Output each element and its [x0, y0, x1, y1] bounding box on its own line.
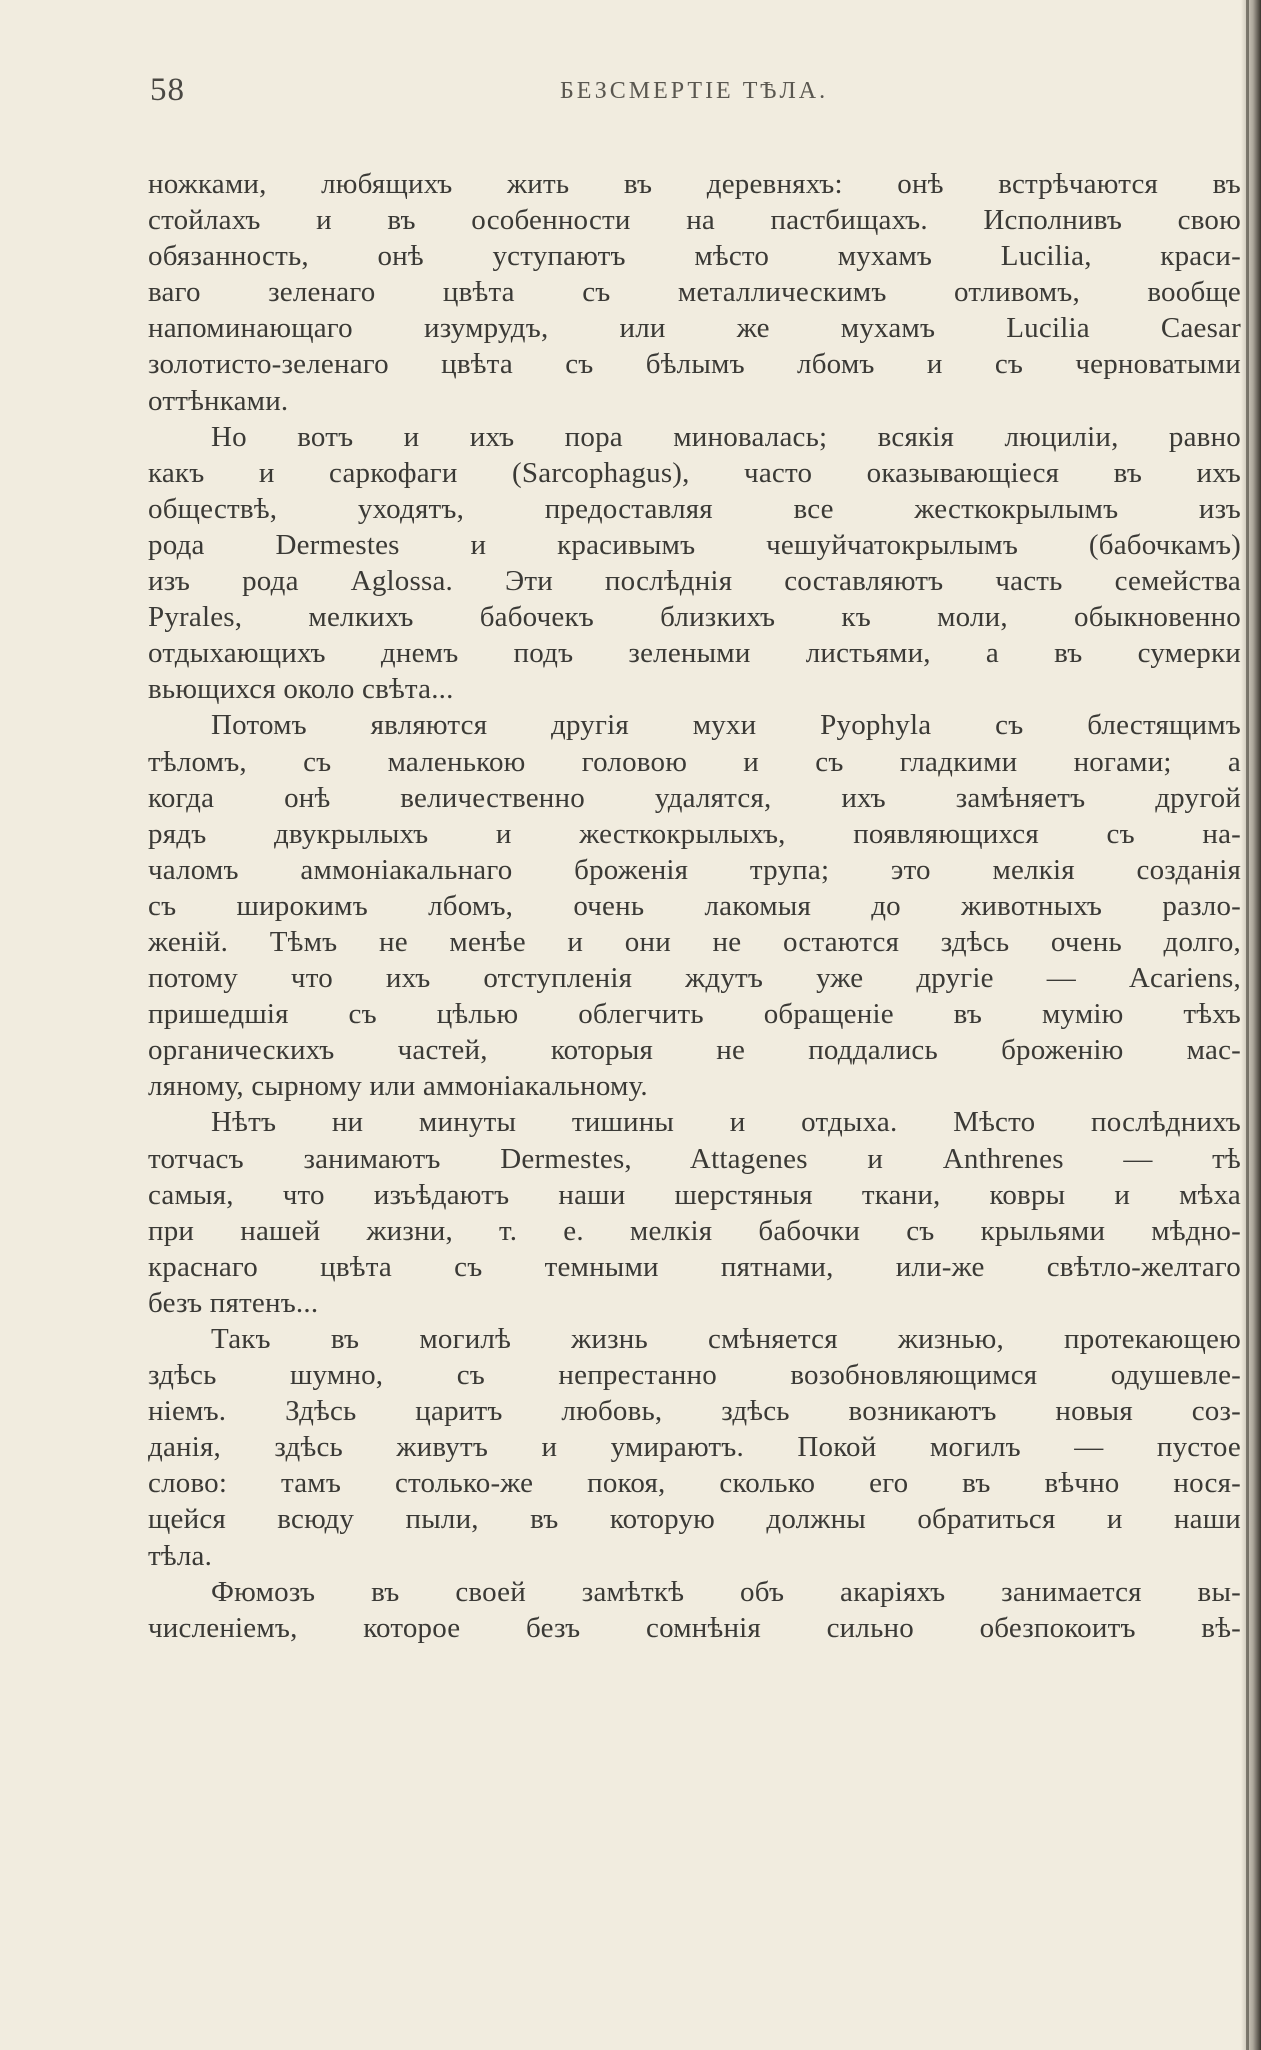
text-line: здѣсь шумно, съ непрестанно возобновляющимся одушевле- — [148, 1359, 1241, 1392]
text-line: Pyrales, мелкихъ бабочекъ близкихъ къ моли, обыкновенно — [148, 601, 1241, 634]
page-number: 58 — [150, 72, 185, 108]
text-line: чаломъ аммоніакальнаго броженія трупа; это мелкія созданія — [148, 853, 1241, 886]
paragraph-first-line: Потомъ являются другія мухи Pyophyla съ блестящимъ — [211, 709, 1241, 742]
text-line: тѣла. — [148, 1539, 213, 1572]
text-line: какъ и саркофаги (Sarcophagus), часто оказывающіеся въ ихъ — [148, 456, 1241, 489]
text-line: ваго зеленаго цвѣта съ металлическимъ отливомъ, вообще — [148, 276, 1241, 309]
text-line: обязанность, онѣ уступаютъ мѣсто мухамъ Lucilia, краси- — [148, 240, 1241, 273]
text-line: ножками, любящихъ жить въ деревняхъ: онѣ встрѣчаются въ — [148, 168, 1241, 200]
text-line: самыя, что изъѣдаютъ наши шерстяныя ткани, ковры и мѣха — [148, 1178, 1241, 1211]
page-shadow — [1241, 0, 1261, 2050]
text-line: оттѣнками. — [148, 384, 289, 417]
body-text — [148, 166, 1241, 1646]
text-line: ніемъ. Здѣсь царитъ любовь, здѣсь возникаютъ новыя соз- — [148, 1395, 1241, 1428]
text-line: напоминающаго изумрудъ, или же мухамъ Lucilia Caesar — [148, 312, 1241, 345]
text-line: отдыхающихъ днемъ подъ зелеными листьями, а въ сумерки — [148, 637, 1241, 670]
text-line: изъ рода Aglossa. Эти послѣднія составляютъ часть семейства — [148, 565, 1241, 598]
text-line: тотчасъ занимаютъ Dermestes, Attagenes и Anthrenes — тѣ — [148, 1142, 1241, 1175]
text-line: съ широкимъ лбомъ, очень лакомыя до животныхъ разло- — [148, 889, 1241, 922]
text-line: ляному, сырному или аммоніакальному. — [148, 1070, 648, 1103]
text-line: обществѣ, уходятъ, предоставляя все жесткокрылымъ изъ — [148, 492, 1241, 525]
text-line: женій. Тѣмъ не менѣе и они не остаются здѣсь очень долго, — [148, 925, 1241, 958]
paragraph-first-line: Фюмозъ въ своей замѣткѣ объ акаріяхъ занимается вы- — [211, 1575, 1241, 1608]
paragraph-first-line: Нѣтъ ни минуты тишины и отдыха. Мѣсто послѣднихъ — [211, 1106, 1241, 1139]
text-line: данія, здѣсь живутъ и умираютъ. Покой могилъ — пустое — [148, 1431, 1241, 1464]
text-line: рода Dermestes и красивымъ чешуйчатокрылымъ (бабочкамъ) — [148, 528, 1241, 561]
text-line: рядъ двукрылыхъ и жесткокрылыхъ, появляющихся съ на- — [148, 817, 1241, 850]
text-line: пришедшія съ цѣлью облегчить обращеніе въ мумію тѣхъ — [148, 998, 1241, 1031]
running-title: БЕЗСМЕРТІЕ ТѢЛА. — [560, 78, 829, 104]
text-line: потому что ихъ отступленія ждутъ уже другіе — Acariens, — [148, 962, 1241, 995]
text-line: при нашей жизни, т. е. мелкія бабочки съ крыльями мѣдно- — [148, 1214, 1241, 1247]
text-line: когда онѣ величественно удалятся, ихъ замѣняетъ другой — [148, 781, 1241, 814]
page-header — [150, 72, 1230, 112]
paragraph-first-line: Но вотъ и ихъ пора миновалась; всякія люциліи, равно — [211, 420, 1241, 453]
text-line: тѣломъ, съ маленькою головою и съ гладкими ногами; а — [148, 745, 1241, 778]
text-line: золотисто-зеленаго цвѣта съ бѣлымъ лбомъ и съ черноватыми — [148, 348, 1241, 381]
text-line: краснаго цвѣта съ темными пятнами, или-же свѣтло-желтаго — [148, 1250, 1241, 1283]
text-line: органическихъ частей, которыя не поддались броженію мас- — [148, 1034, 1241, 1067]
text-line: вьющихся около свѣта... — [148, 673, 454, 706]
text-line: безъ пятенъ... — [148, 1286, 319, 1319]
text-line: стойлахъ и въ особенности на пастбищахъ. Исполнивъ свою — [148, 204, 1241, 237]
paragraph-first-line: Такъ въ могилѣ жизнь смѣняется жизнью, протекающею — [211, 1323, 1241, 1355]
text-line: слово: тамъ столько-же покоя, сколько его въ вѣчно нося- — [148, 1467, 1241, 1500]
text-line: численіемъ, которое безъ сомнѣнія сильно обезпокоитъ вѣ- — [148, 1611, 1241, 1644]
text-line: щейся всюду пыли, въ которую должны обратиться и наши — [148, 1503, 1241, 1536]
